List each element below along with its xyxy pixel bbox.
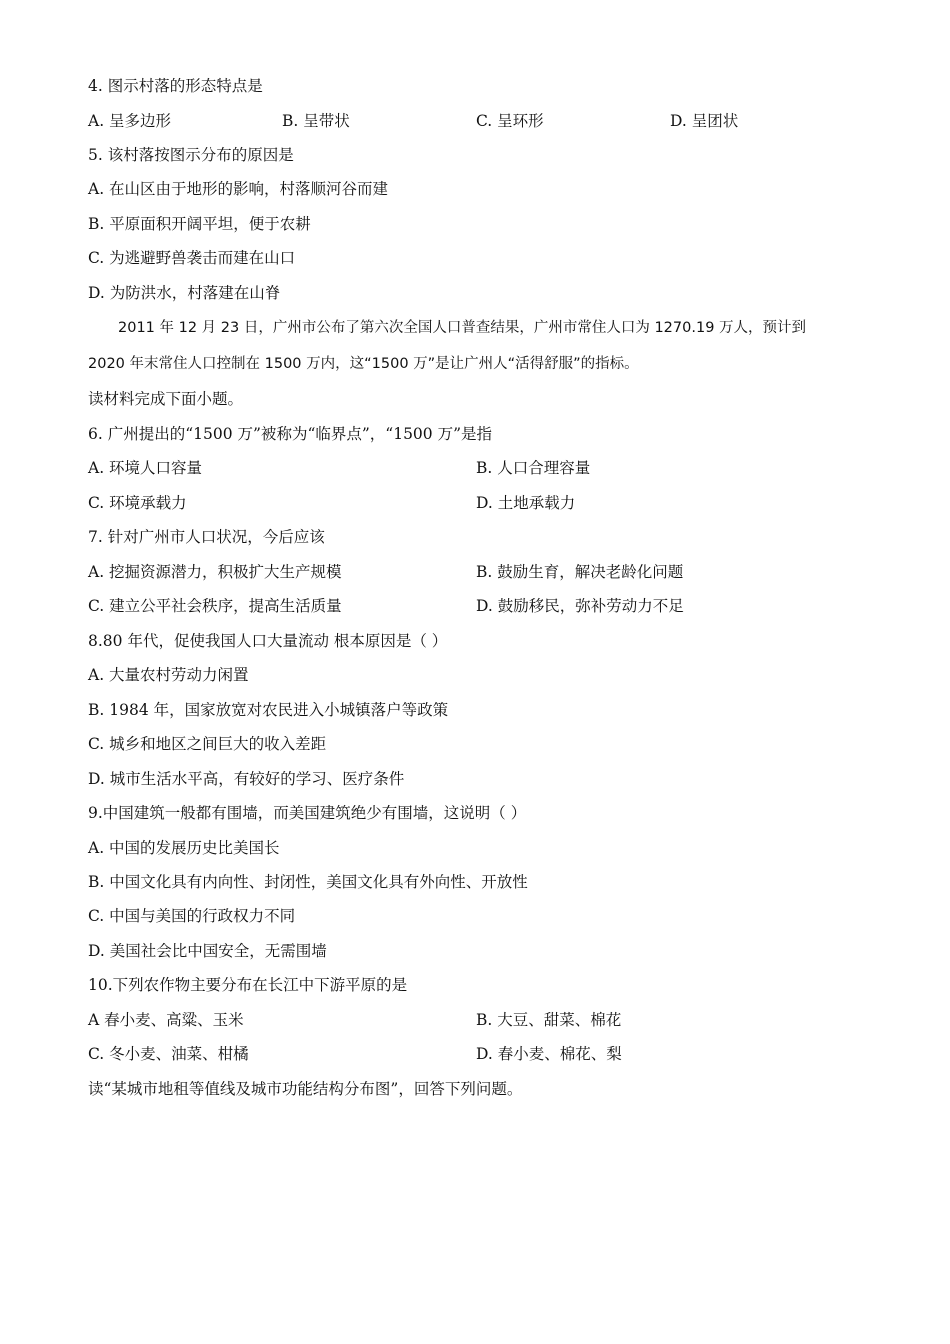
q6-stem: 6. 广州提出的“1500 万”被称为“临界点”，“1500 万”是指 bbox=[88, 425, 493, 443]
q9-option-c: C. 中国与美国的行政权力不同 bbox=[88, 907, 296, 925]
q7-option-a: A. 挖掘资源潜力，积极扩大生产规模 bbox=[88, 563, 342, 581]
q10-option-a: A 春小麦、高粱、玉米 bbox=[88, 1011, 244, 1029]
q7-option-b: B. 鼓励生育，解决老龄化问题 bbox=[476, 563, 684, 581]
q6-option-b: B. 人口合理容量 bbox=[476, 459, 591, 477]
q7-option-d: D. 鼓励移民，弥补劳动力不足 bbox=[476, 597, 684, 615]
q9-option-d: D. 美国社会比中国安全，无需围墙 bbox=[88, 942, 327, 960]
q10-option-b: B. 大豆、甜菜、棉花 bbox=[476, 1011, 622, 1029]
q4-option-d: D. 呈团状 bbox=[670, 112, 739, 130]
q6-option-d: D. 土地承载力 bbox=[476, 494, 576, 512]
q7-stem: 7. 针对广州市人口状况，今后应该 bbox=[88, 528, 325, 546]
q8-option-c: C. 城乡和地区之间巨大的收入差距 bbox=[88, 735, 327, 753]
q6-option-c: C. 环境承载力 bbox=[88, 494, 187, 512]
q5-option-d: D. 为防洪水，村落建在山脊 bbox=[88, 284, 281, 302]
q8-option-a: A. 大量农村劳动力闲置 bbox=[88, 666, 249, 684]
q8-option-d: D. 城市生活水平高，有较好的学习、医疗条件 bbox=[88, 770, 405, 788]
map-question-instruction: 读“某城市地租等值线及城市功能结构分布图”，回答下列问题。 bbox=[88, 1080, 523, 1098]
q4-option-b: B. 呈带状 bbox=[282, 112, 350, 130]
q9-option-b: B. 中国文化具有内向性、封闭性，美国文化具有外向性、开放性 bbox=[88, 873, 528, 891]
q8-stem: 8.80 年代，促使我国人口大量流动 根本原因是（ ） bbox=[88, 632, 448, 650]
passage-line-1: 2011 年 12 月 23 日，广州市公布了第六次全国人口普查结果，广州市常住人口为 1270.19 万人，预计到 bbox=[118, 320, 807, 336]
passage-instruction: 读材料完成下面小题。 bbox=[88, 390, 244, 408]
q9-stem: 9.中国建筑一般都有围墙，而美国建筑绝少有围墙，这说明（ ） bbox=[88, 804, 527, 822]
q9-option-a: A. 中国的发展历史比美国长 bbox=[88, 839, 280, 857]
q10-stem: 10.下列农作物主要分布在长江中下游平原的是 bbox=[88, 976, 408, 994]
q4-option-a: A. 呈多边形 bbox=[88, 112, 172, 130]
q8-option-b: B. 1984 年，国家放宽对农民进入小城镇落户等政策 bbox=[88, 701, 449, 719]
q4-option-c: C. 呈环形 bbox=[476, 112, 544, 130]
q5-option-a: A. 在山区由于地形的影响，村落顺河谷而建 bbox=[88, 180, 389, 198]
q4-stem: 4. 图示村落的形态特点是 bbox=[88, 77, 263, 95]
q10-option-c: C. 冬小麦、油菜、柑橘 bbox=[88, 1045, 249, 1063]
q10-option-d: D. 春小麦、棉花、梨 bbox=[476, 1045, 622, 1063]
q5-stem: 5. 该村落按图示分布的原因是 bbox=[88, 146, 294, 164]
q5-option-b: B. 平原面积开阔平坦，便于农耕 bbox=[88, 215, 311, 233]
passage-line-2: 2020 年末常住人口控制在 1500 万内，这“1500 万”是让广州人“活得舒服”的指标。 bbox=[88, 356, 639, 372]
q7-option-c: C. 建立公平社会秩序，提高生活质量 bbox=[88, 597, 342, 615]
q6-option-a: A. 环境人口容量 bbox=[88, 459, 203, 477]
q5-option-c: C. 为逃避野兽袭击而建在山口 bbox=[88, 249, 296, 267]
